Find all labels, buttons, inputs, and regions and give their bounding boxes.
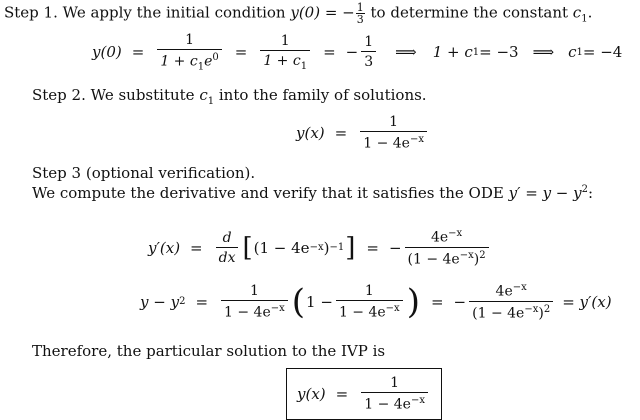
minus-sign: − bbox=[388, 238, 402, 257]
equals: = bbox=[131, 43, 145, 62]
solution-fraction bbox=[360, 114, 427, 152]
implies-arrow: ⟹ bbox=[532, 43, 555, 62]
eq1-den-sup: 0 bbox=[212, 52, 219, 63]
left-bracket: [ bbox=[242, 232, 253, 263]
v-lhs: y − y bbox=[140, 292, 180, 311]
step2-sub: 1 bbox=[207, 96, 215, 107]
final-answer-box bbox=[286, 368, 442, 420]
step1-equation bbox=[92, 32, 622, 72]
cond-num: 1 bbox=[356, 1, 364, 14]
d-den: dx bbox=[216, 247, 239, 266]
ode: y′ = y − y bbox=[508, 184, 582, 202]
d-num: d bbox=[222, 229, 232, 246]
v-lhs-sup: 2 bbox=[179, 296, 186, 308]
d-inner-close: ) bbox=[323, 238, 330, 257]
equals: = bbox=[234, 43, 248, 62]
step1-period: . bbox=[587, 3, 593, 22]
step2-equation bbox=[296, 114, 430, 152]
step3-desc bbox=[32, 184, 593, 202]
conclusion-sentence: Therefore, the particular solution to the IVP is bbox=[32, 342, 386, 360]
eq1-den-b: e bbox=[204, 53, 213, 70]
step3-desc-text: We compute the derivative and verify that it satisfies the ODE bbox=[32, 184, 509, 202]
res-a: c bbox=[568, 43, 577, 62]
final-den-base: 1 − 4e bbox=[364, 396, 411, 413]
step2-sym: c bbox=[199, 86, 208, 104]
const-sub: 1 bbox=[581, 13, 588, 25]
vf1-den-base: 1 − 4e bbox=[224, 304, 271, 321]
equals: = bbox=[323, 43, 336, 62]
initial-condition: y(0) = − bbox=[290, 3, 355, 22]
vf2-num: 1 bbox=[364, 282, 374, 299]
vf1-num: 1 bbox=[249, 282, 259, 299]
condition-fraction bbox=[356, 2, 365, 25]
fraction-eq1 bbox=[157, 32, 221, 72]
res-sub: 1 bbox=[576, 46, 583, 58]
final-den-sup: −x bbox=[410, 395, 425, 406]
y-prime: y′(x) bbox=[148, 238, 181, 257]
sol-den-sup: −x bbox=[409, 134, 424, 145]
vf3-num-sup: −x bbox=[512, 282, 527, 293]
eq1-den-a: 1 + c bbox=[160, 53, 198, 70]
vf3-den-exp: 2 bbox=[543, 303, 551, 315]
step3-title-text: Step 3 (optional verification). bbox=[32, 164, 256, 182]
drhs-den-base: (1 − 4e bbox=[407, 251, 460, 268]
right-paren: ) bbox=[406, 281, 420, 322]
equals: = bbox=[335, 384, 349, 403]
fraction-eq2 bbox=[260, 33, 310, 72]
minus-sign: − bbox=[453, 292, 467, 311]
res-b: = −4 bbox=[582, 43, 623, 62]
eq2-den-sub: 1 bbox=[300, 60, 308, 72]
d-inner-exp: −1 bbox=[329, 242, 345, 254]
final-fraction bbox=[361, 375, 428, 413]
drhs-num bbox=[428, 228, 465, 247]
eq2-num: 1 bbox=[280, 32, 290, 49]
v-fraction-3 bbox=[469, 282, 553, 321]
vf3-den-base: (1 − 4e bbox=[472, 305, 525, 322]
step2-text bbox=[32, 86, 427, 107]
eq1-den bbox=[157, 49, 221, 72]
final-den bbox=[361, 392, 428, 413]
vf2-den bbox=[336, 300, 403, 321]
cond-den: 3 bbox=[356, 13, 364, 26]
derivative-equation bbox=[148, 228, 492, 267]
d-inner-sup: −x bbox=[309, 242, 324, 254]
vf1-den-sup: −x bbox=[270, 302, 285, 314]
implies-arrow: ⟹ bbox=[395, 43, 417, 62]
left-paren: ( bbox=[291, 281, 306, 322]
verification-equation bbox=[140, 282, 612, 321]
equals: = bbox=[366, 238, 379, 257]
sol-den-base: 1 − 4e bbox=[363, 135, 410, 152]
ode-colon: : bbox=[588, 184, 594, 202]
final-num: 1 bbox=[390, 375, 400, 391]
step2-tail: into the family of solutions. bbox=[214, 86, 427, 104]
v-one-minus: 1 − bbox=[306, 292, 333, 311]
vf2-den-base: 1 − 4e bbox=[338, 304, 386, 321]
mid-a: 1 + c bbox=[432, 43, 473, 62]
eq2-den-a: 1 + c bbox=[263, 52, 301, 69]
vf3-den-close: ) bbox=[538, 305, 544, 322]
equals: = bbox=[195, 292, 209, 311]
conclusion-text bbox=[32, 342, 385, 360]
vf3-num-base: 4e bbox=[495, 283, 513, 300]
drhs-num-base: 4e bbox=[430, 229, 449, 246]
fraction-eq3 bbox=[361, 34, 376, 70]
const-sym: c bbox=[572, 3, 582, 22]
derivative-fraction bbox=[405, 228, 489, 267]
step1-intro: Step 1. We apply the initial condition bbox=[4, 3, 291, 22]
equals: = bbox=[190, 238, 203, 257]
vf3-den-sup: −x bbox=[524, 303, 539, 315]
v-end: = y′(x) bbox=[562, 292, 612, 311]
step1-text bbox=[4, 2, 592, 25]
eq3-num: 1 bbox=[364, 34, 374, 51]
drhs-num-sup: −x bbox=[448, 228, 463, 239]
vf3-den bbox=[469, 301, 553, 322]
eq1-num: 1 bbox=[185, 32, 194, 48]
final-y-of-x: y(x) bbox=[297, 384, 326, 403]
mid-b: = −3 bbox=[479, 43, 519, 62]
eq2-den bbox=[260, 50, 310, 72]
v-fraction-1 bbox=[221, 283, 288, 321]
drhs-den bbox=[405, 247, 489, 268]
step2-intro: Step 2. We substitute bbox=[32, 86, 200, 104]
eq3-den: 3 bbox=[361, 51, 376, 70]
step1-tail: to determine the constant bbox=[365, 3, 573, 22]
mid-sub: 1 bbox=[472, 46, 480, 58]
drhs-den-sup: −x bbox=[459, 249, 474, 261]
y-of-x: y(x) bbox=[296, 123, 325, 142]
sol-num: 1 bbox=[389, 114, 399, 130]
step3-title bbox=[32, 164, 255, 182]
vf1-den bbox=[221, 300, 288, 321]
equals: = bbox=[430, 292, 444, 311]
minus-sign: − bbox=[345, 43, 359, 62]
ode-sup: 2 bbox=[581, 184, 588, 195]
equals: = bbox=[334, 123, 348, 142]
drhs-den-close: ) bbox=[473, 251, 480, 268]
drhs-den-exp: 2 bbox=[479, 249, 486, 261]
vf3-num bbox=[493, 282, 530, 301]
d-dx bbox=[216, 230, 239, 266]
eq1-den-sub: 1 bbox=[197, 61, 205, 73]
right-bracket: ] bbox=[345, 232, 356, 263]
v-fraction-2 bbox=[336, 283, 403, 321]
sol-den bbox=[360, 131, 427, 152]
d-inner: (1 − 4e bbox=[253, 238, 310, 257]
eq-lhs: y(0) bbox=[92, 43, 122, 62]
vf2-den-sup: −x bbox=[385, 302, 400, 314]
